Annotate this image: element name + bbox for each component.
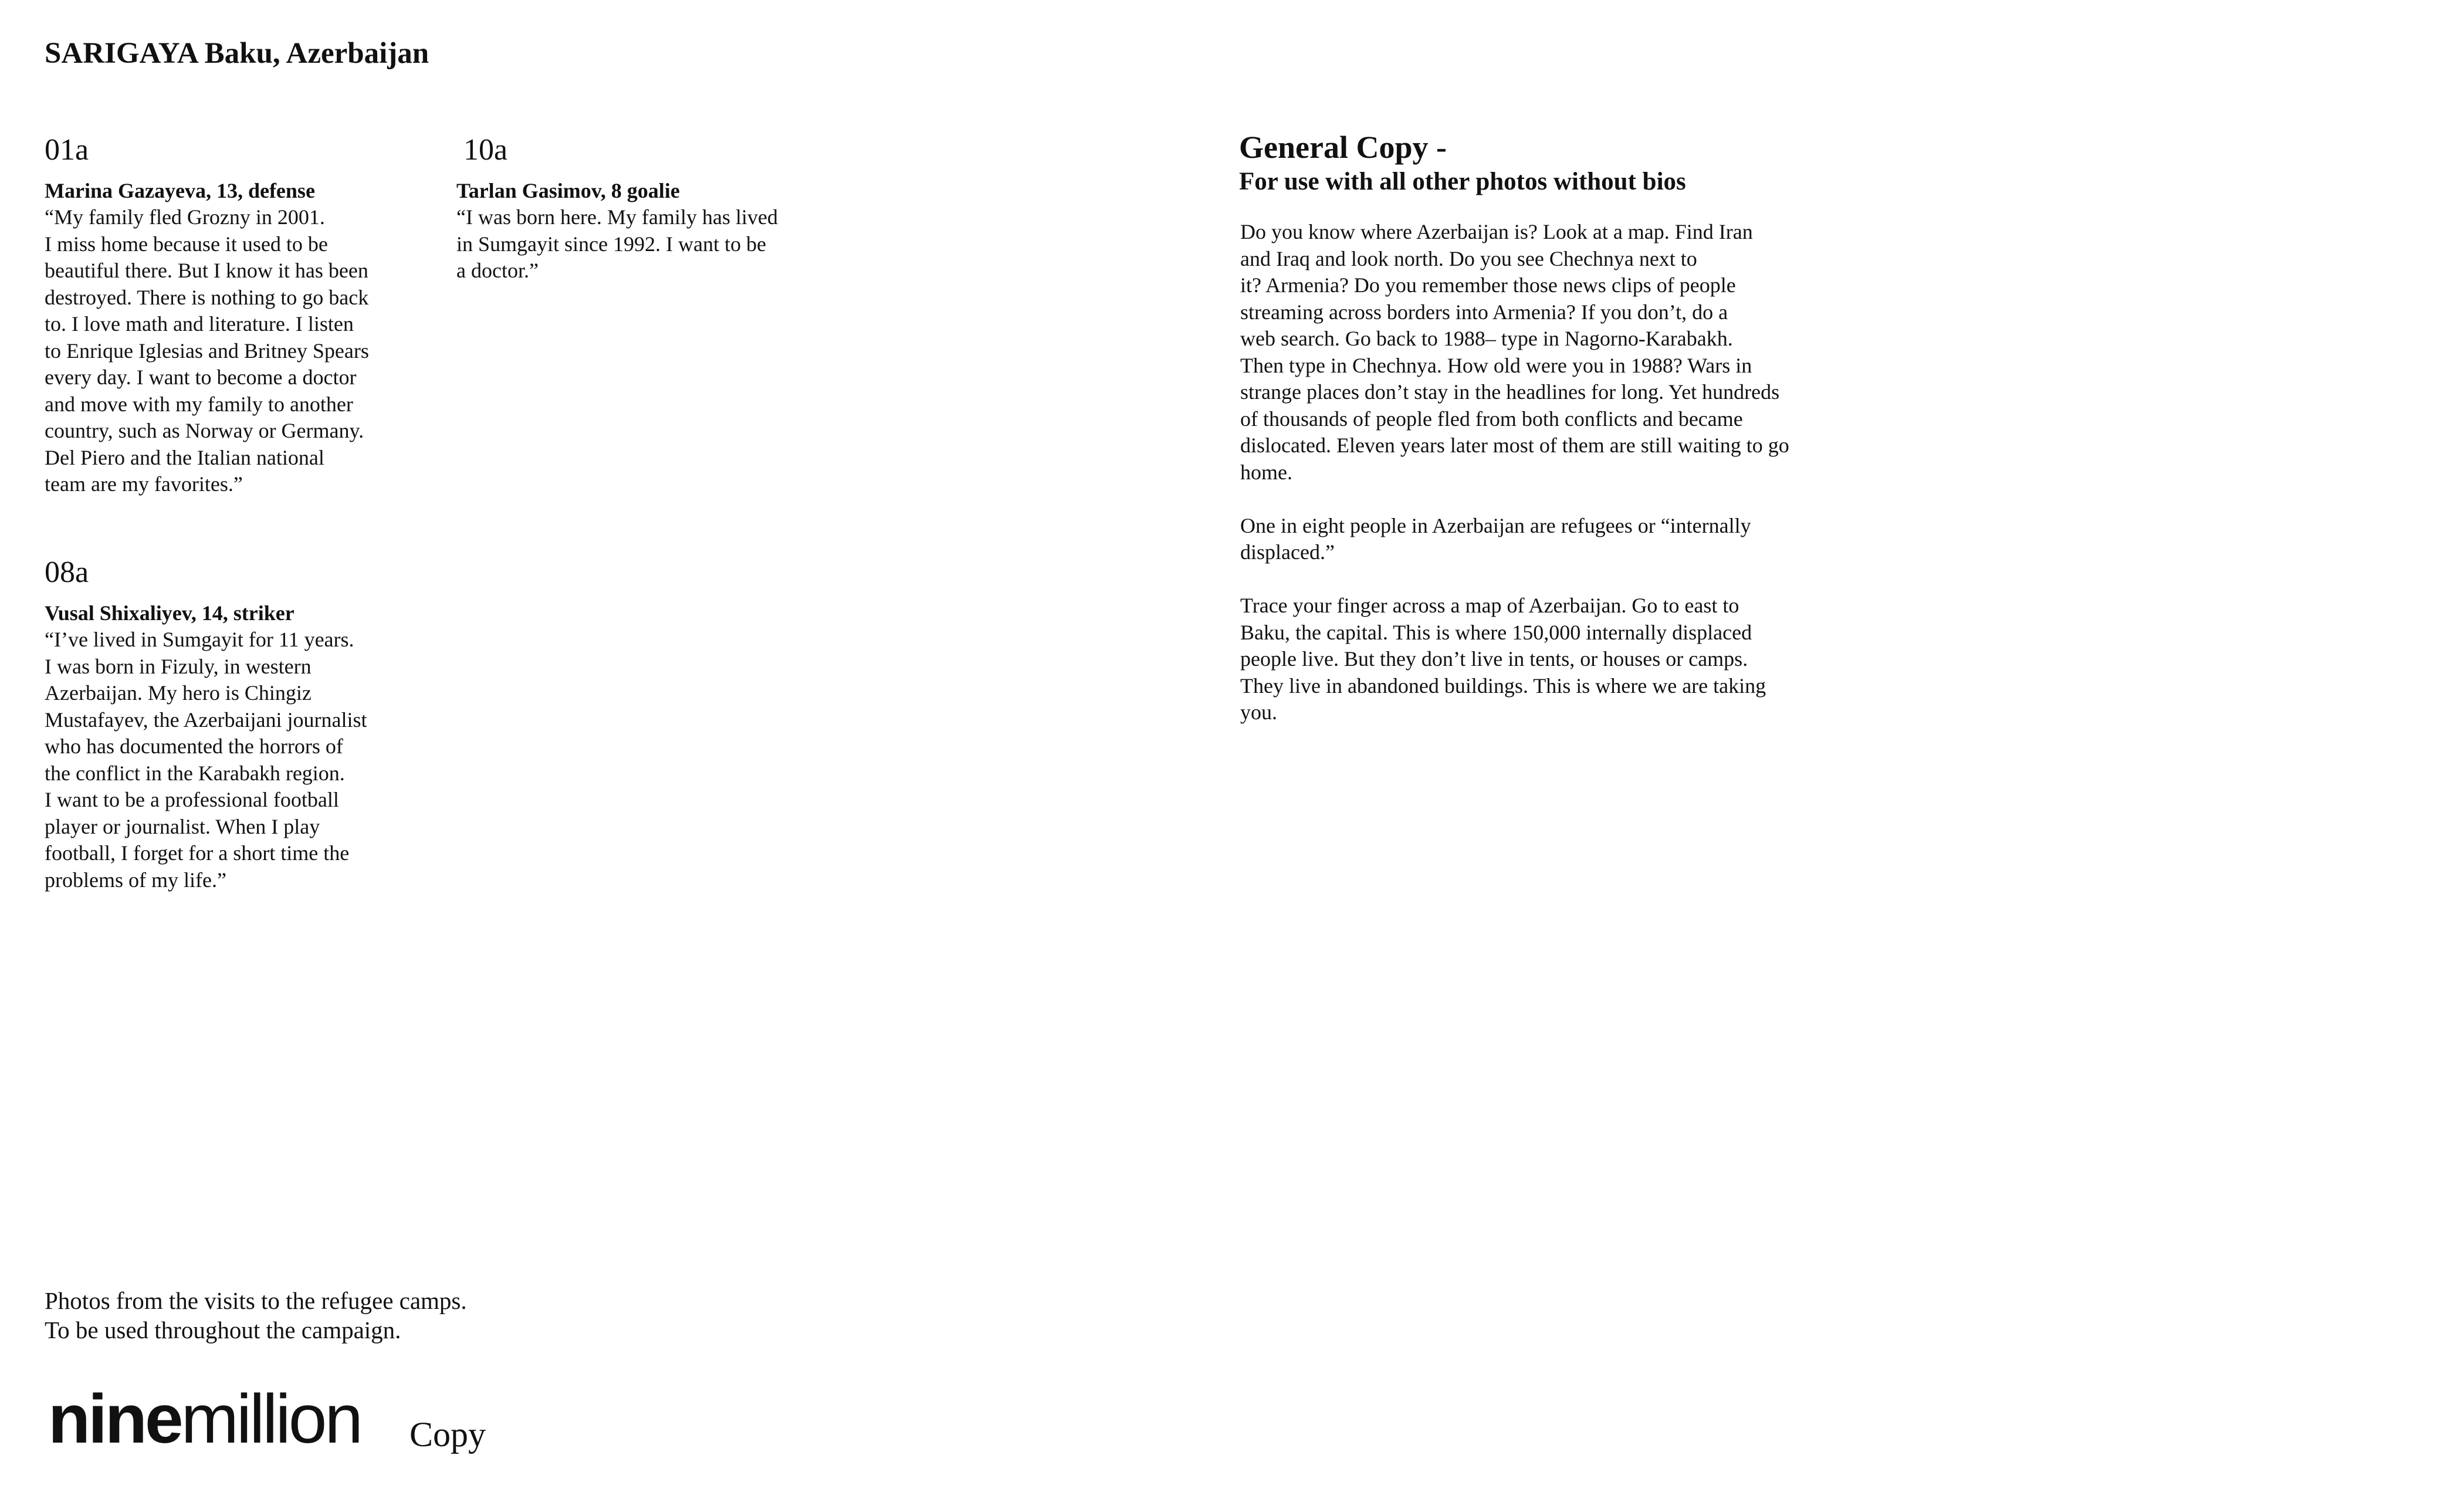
bio-name-tarlan: Tarlan Gasimov, 8 goalie	[456, 179, 680, 202]
bio-text-marina: “My family fled Grozny in 2001. I miss home because it used to be beautiful there. But I know it has been destroyed. There is nothing to go back to. I love math and literature. I listen to Enrique Iglesias and Britney Spears every day. I want to become a doctor and move with my family to another country, such as Norway or Germany. Del Piero and the Italian national team are my favorites.”	[45, 205, 369, 496]
ninemillion-logo	[48, 1380, 361, 1458]
logo-light-part: million	[181, 1380, 361, 1458]
bio-code-08a: 08a	[45, 556, 89, 589]
bio-text-tarlan: “I was born here. My family has lived in Sumgayit since 1992. I want to be a doctor.”	[456, 205, 778, 282]
footer-note: Photos from the visits to the refugee camps. To be used throughout the campaign.	[45, 1287, 467, 1343]
general-copy-subheading: For use with all other photos without bios	[1239, 168, 1686, 195]
bio-name-vusal: Vusal Shixaliyev, 14, striker	[45, 601, 295, 625]
general-copy-body	[1240, 219, 1827, 753]
bio-code-10a: 10a	[463, 133, 508, 167]
general-copy-paragraph: Trace your finger across a map of Azerbaijan. Go to east to Baku, the capital. This is where 150,000 internally displaced people live. But they don’t live in tents, or houses or camps. They live in abandoned buildings. This is where we are taking you.	[1240, 594, 1766, 724]
page-title: SARIGAYA Baku, Azerbaijan	[45, 37, 429, 70]
general-copy-paragraph: Do you know where Azerbaijan is? Look at a map. Find Iran and Iraq and look north. Do you see Chechnya next to it? Armenia? Do you remember those news clips of people streaming across borders into Armenia? If you don’t, do a web search. Go back to 1988– type in Nagorno-Karabakh. Then type in Chechnya. How old were you in 1988? Wars in strange places don’t stay in the headlines for long. Yet hundreds of thousands of people fled from both conflicts and became dislocated. Eleven years later most of them are still waiting to go home.	[1240, 220, 1789, 484]
logo-bold-part: nine	[48, 1380, 181, 1458]
general-copy-paragraph: One in eight people in Azerbaijan are refugees or “internally displaced.”	[1240, 513, 1751, 564]
bio-name-marina: Marina Gazayeva, 13, defense	[45, 179, 315, 202]
bio-code-01a: 01a	[45, 133, 89, 167]
bio-text-vusal: “I’ve lived in Sumgayit for 11 years. I was born in Fizuly, in western Azerbaijan. My hero is Chingiz Mustafayev, the Azerbaijani journalist who has documented the horrors of the conflict in the Karabakh region. I want to be a professional football player or journalist. When I play football, I forget for a short time the problems of my life.”	[45, 628, 367, 892]
copy-label: Copy	[409, 1415, 486, 1454]
general-copy-heading: General Copy -	[1239, 130, 1447, 165]
